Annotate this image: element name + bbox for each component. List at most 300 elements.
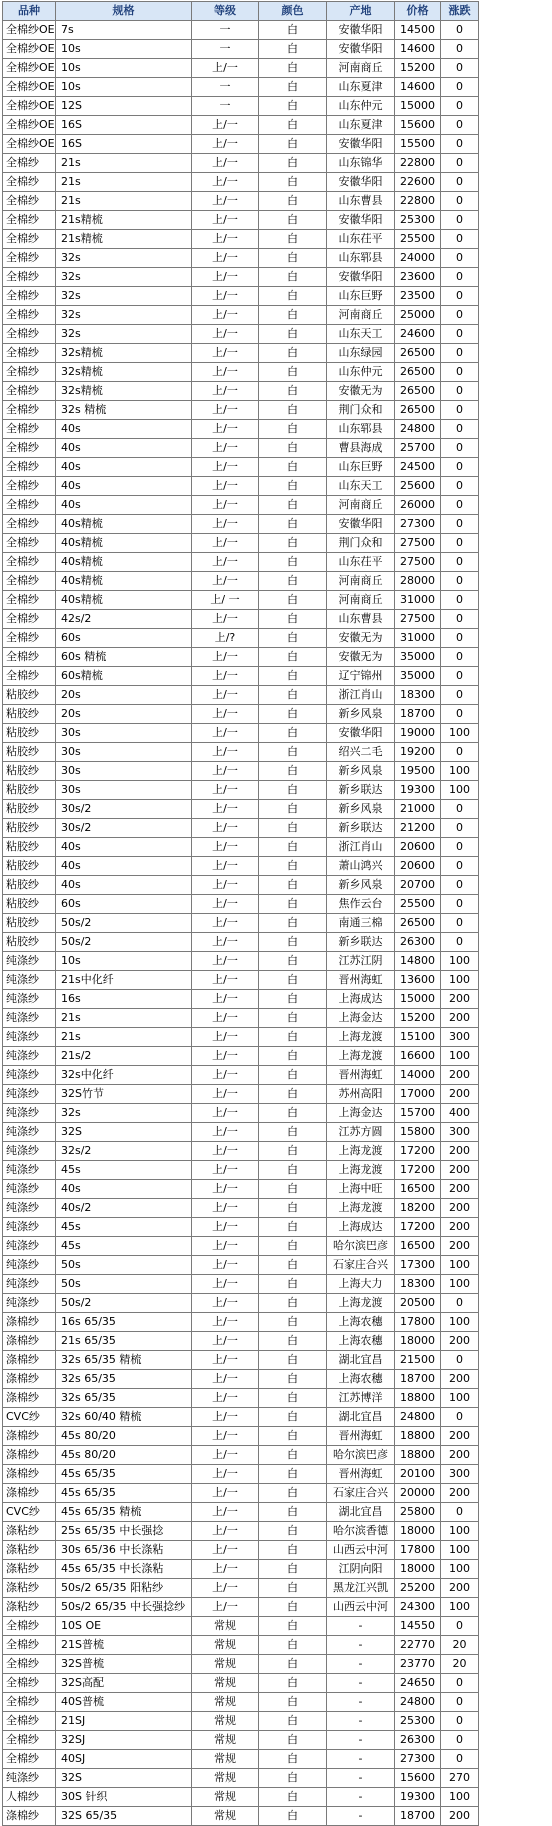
origin-cell: 上海龙渡 xyxy=(327,1142,395,1161)
table-row xyxy=(3,1408,479,1427)
grade-cell: 上/ 一 xyxy=(192,591,259,610)
variety-cell: 涤棉纱 xyxy=(3,1389,56,1408)
change-cell: 0 xyxy=(441,230,479,249)
color-cell: 白 xyxy=(259,1541,327,1560)
price-cell: 18800 xyxy=(395,1427,441,1446)
price-cell: 26500 xyxy=(395,382,441,401)
spec-cell: 30s/2 xyxy=(56,800,192,819)
table-row xyxy=(3,724,479,743)
price-cell: 22770 xyxy=(395,1636,441,1655)
variety-cell: 全棉纱 xyxy=(3,154,56,173)
price-cell: 20600 xyxy=(395,838,441,857)
variety-cell: 粘胶纱 xyxy=(3,762,56,781)
spec-cell: 30s xyxy=(56,724,192,743)
grade-cell: 常规 xyxy=(192,1788,259,1807)
change-cell: 100 xyxy=(441,1389,479,1408)
table-row xyxy=(3,306,479,325)
price-cell: 24800 xyxy=(395,420,441,439)
spec-cell: 32S竹节 xyxy=(56,1085,192,1104)
grade-cell: 上/一 xyxy=(192,534,259,553)
variety-cell: 全棉纱 xyxy=(3,439,56,458)
color-cell: 白 xyxy=(259,1750,327,1769)
change-cell: 200 xyxy=(441,990,479,1009)
price-cell: 24800 xyxy=(395,1408,441,1427)
origin-cell: 上海大力 xyxy=(327,1275,395,1294)
table-row xyxy=(3,515,479,534)
spec-cell: 32S普梳 xyxy=(56,1655,192,1674)
origin-cell: 湖北宜昌 xyxy=(327,1408,395,1427)
spec-cell: 50s/2 xyxy=(56,1294,192,1313)
color-cell: 白 xyxy=(259,268,327,287)
origin-cell: 上海农穗 xyxy=(327,1332,395,1351)
table-row xyxy=(3,135,479,154)
change-cell: 0 xyxy=(441,154,479,173)
spec-cell: 40s xyxy=(56,857,192,876)
grade-cell: 上/一 xyxy=(192,1370,259,1389)
change-cell: 200 xyxy=(441,1237,479,1256)
price-cell: 25800 xyxy=(395,1503,441,1522)
origin-cell: 江苏江阴 xyxy=(327,952,395,971)
change-cell: 0 xyxy=(441,515,479,534)
change-cell: 200 xyxy=(441,1161,479,1180)
price-cell: 26500 xyxy=(395,401,441,420)
spec-cell: 32S xyxy=(56,1123,192,1142)
origin-cell: 山东仲元 xyxy=(327,97,395,116)
variety-cell: 涤棉纱 xyxy=(3,1427,56,1446)
price-cell: 18800 xyxy=(395,1389,441,1408)
origin-cell: 曹县海成 xyxy=(327,439,395,458)
variety-cell: 全棉纱OE xyxy=(3,78,56,97)
color-cell: 白 xyxy=(259,1123,327,1142)
spec-cell: 32s 65/35 xyxy=(56,1389,192,1408)
price-cell: 21500 xyxy=(395,1351,441,1370)
origin-cell: 山西云中河 xyxy=(327,1541,395,1560)
price-cell: 21200 xyxy=(395,819,441,838)
table-row xyxy=(3,496,479,515)
price-cell: 24600 xyxy=(395,325,441,344)
change-cell: 0 xyxy=(441,135,479,154)
variety-cell: 全棉纱OE xyxy=(3,116,56,135)
variety-cell: 涤粘纱 xyxy=(3,1541,56,1560)
grade-cell: 上/一 xyxy=(192,116,259,135)
origin-cell: 上海龙渡 xyxy=(327,1047,395,1066)
variety-cell: 纯涤纱 xyxy=(3,952,56,971)
variety-cell: 全棉纱 xyxy=(3,420,56,439)
grade-cell: 上/一 xyxy=(192,1180,259,1199)
origin-cell: 新乡联达 xyxy=(327,933,395,952)
origin-cell: 山东茌平 xyxy=(327,230,395,249)
origin-cell: 安徽无为 xyxy=(327,648,395,667)
spec-cell: 40s xyxy=(56,838,192,857)
origin-cell: 安徽华阳 xyxy=(327,21,395,40)
grade-cell: 上/一 xyxy=(192,1484,259,1503)
table-row xyxy=(3,1579,479,1598)
price-cell: 19200 xyxy=(395,743,441,762)
origin-cell: 安徽华阳 xyxy=(327,40,395,59)
table-row xyxy=(3,1351,479,1370)
variety-cell: 全棉纱 xyxy=(3,325,56,344)
table-row xyxy=(3,268,479,287)
variety-cell: 全棉纱 xyxy=(3,401,56,420)
price-cell: 22800 xyxy=(395,192,441,211)
color-cell: 白 xyxy=(259,1636,327,1655)
grade-cell: 一 xyxy=(192,21,259,40)
grade-cell: 上/一 xyxy=(192,553,259,572)
spec-cell: 32s中化纤 xyxy=(56,1066,192,1085)
change-cell: 100 xyxy=(441,1560,479,1579)
variety-cell: 全棉纱 xyxy=(3,572,56,591)
change-cell: 0 xyxy=(441,591,479,610)
table-row xyxy=(3,439,479,458)
spec-cell: 45s 65/35 xyxy=(56,1484,192,1503)
color-cell: 白 xyxy=(259,1579,327,1598)
table-row xyxy=(3,477,479,496)
spec-cell: 60s精梳 xyxy=(56,667,192,686)
color-cell: 白 xyxy=(259,1484,327,1503)
origin-cell: - xyxy=(327,1750,395,1769)
table-body xyxy=(3,21,479,1826)
origin-cell: 焦作云台 xyxy=(327,895,395,914)
origin-cell: - xyxy=(327,1674,395,1693)
grade-cell: 上/一 xyxy=(192,1351,259,1370)
grade-cell: 上/一 xyxy=(192,762,259,781)
grade-cell: 一 xyxy=(192,40,259,59)
price-cell: 19000 xyxy=(395,724,441,743)
variety-cell: 纯涤纱 xyxy=(3,971,56,990)
price-cell: 27300 xyxy=(395,1750,441,1769)
price-cell: 23500 xyxy=(395,287,441,306)
table-row xyxy=(3,401,479,420)
spec-cell: 45s 80/20 xyxy=(56,1446,192,1465)
price-cell: 25300 xyxy=(395,211,441,230)
price-cell: 26000 xyxy=(395,496,441,515)
table-row xyxy=(3,59,479,78)
price-cell: 26500 xyxy=(395,914,441,933)
color-cell: 白 xyxy=(259,249,327,268)
spec-cell: 10s xyxy=(56,59,192,78)
table-row xyxy=(3,1389,479,1408)
price-cell: 17000 xyxy=(395,1085,441,1104)
spec-cell: 7s xyxy=(56,21,192,40)
change-cell: 0 xyxy=(441,458,479,477)
grade-cell: 上/一 xyxy=(192,344,259,363)
table-row xyxy=(3,876,479,895)
variety-cell: 纯涤纱 xyxy=(3,1256,56,1275)
origin-cell: 河南商丘 xyxy=(327,59,395,78)
grade-cell: 上/一 xyxy=(192,686,259,705)
color-cell: 白 xyxy=(259,192,327,211)
origin-cell: 上海成达 xyxy=(327,1218,395,1237)
spec-cell: 60s xyxy=(56,629,192,648)
grade-cell: 一 xyxy=(192,78,259,97)
grade-cell: 上/一 xyxy=(192,1199,259,1218)
origin-cell: 安徽无为 xyxy=(327,629,395,648)
color-cell: 白 xyxy=(259,1161,327,1180)
price-cell: 14600 xyxy=(395,78,441,97)
table-row xyxy=(3,1313,479,1332)
table-row xyxy=(3,1750,479,1769)
origin-cell: - xyxy=(327,1712,395,1731)
variety-cell: 全棉纱OE xyxy=(3,97,56,116)
change-cell: 400 xyxy=(441,1104,479,1123)
variety-cell: 粘胶纱 xyxy=(3,743,56,762)
spec-cell: 32s xyxy=(56,1104,192,1123)
table-row xyxy=(3,781,479,800)
spec-cell: 60s xyxy=(56,895,192,914)
grade-cell: 上/一 xyxy=(192,1427,259,1446)
origin-cell: 安徽华阳 xyxy=(327,515,395,534)
spec-cell: 21s/2 xyxy=(56,1047,192,1066)
spec-cell: 25s 65/35 中长强捻 xyxy=(56,1522,192,1541)
grade-cell: 上/一 xyxy=(192,819,259,838)
grade-cell: 一 xyxy=(192,97,259,116)
price-cell: 24650 xyxy=(395,1674,441,1693)
variety-cell: 全棉纱 xyxy=(3,553,56,572)
price-cell: 17200 xyxy=(395,1218,441,1237)
origin-cell: 辽宁锦州 xyxy=(327,667,395,686)
color-cell: 白 xyxy=(259,1085,327,1104)
origin-cell: 晋州海虹 xyxy=(327,1427,395,1446)
variety-cell: 纯涤纱 xyxy=(3,1769,56,1788)
grade-cell: 上/一 xyxy=(192,439,259,458)
spec-cell: 40s xyxy=(56,477,192,496)
header-color: 颜色 xyxy=(259,2,327,21)
spec-cell: 12S xyxy=(56,97,192,116)
price-cell: 15100 xyxy=(395,1028,441,1047)
origin-cell: 上海龙渡 xyxy=(327,1199,395,1218)
table-row xyxy=(3,382,479,401)
change-cell: 100 xyxy=(441,952,479,971)
change-cell: 200 xyxy=(441,1066,479,1085)
header-change: 涨跌 xyxy=(441,2,479,21)
spec-cell: 32s 65/35 xyxy=(56,1370,192,1389)
color-cell: 白 xyxy=(259,1788,327,1807)
color-cell: 白 xyxy=(259,306,327,325)
color-cell: 白 xyxy=(259,1009,327,1028)
price-cell: 15000 xyxy=(395,97,441,116)
color-cell: 白 xyxy=(259,667,327,686)
spec-cell: 30s xyxy=(56,781,192,800)
color-cell: 白 xyxy=(259,344,327,363)
spec-cell: 21s中化纤 xyxy=(56,971,192,990)
color-cell: 白 xyxy=(259,819,327,838)
grade-cell: 上/一 xyxy=(192,1503,259,1522)
spec-cell: 32s 精梳 xyxy=(56,401,192,420)
price-cell: 25500 xyxy=(395,230,441,249)
table-row xyxy=(3,1332,479,1351)
table-row xyxy=(3,1275,479,1294)
origin-cell: - xyxy=(327,1731,395,1750)
change-cell: 0 xyxy=(441,382,479,401)
table-row xyxy=(3,838,479,857)
variety-cell: 全棉纱 xyxy=(3,648,56,667)
change-cell: 100 xyxy=(441,1788,479,1807)
grade-cell: 上/一 xyxy=(192,1123,259,1142)
price-cell: 16500 xyxy=(395,1237,441,1256)
variety-cell: 纯涤纱 xyxy=(3,1275,56,1294)
change-cell: 200 xyxy=(441,1807,479,1826)
price-cell: 26500 xyxy=(395,344,441,363)
table-row xyxy=(3,78,479,97)
change-cell: 200 xyxy=(441,1427,479,1446)
color-cell: 白 xyxy=(259,1503,327,1522)
change-cell: 0 xyxy=(441,686,479,705)
grade-cell: 上/一 xyxy=(192,1579,259,1598)
origin-cell: 晋州海虹 xyxy=(327,1465,395,1484)
grade-cell: 上/一 xyxy=(192,1408,259,1427)
table-row xyxy=(3,534,479,553)
color-cell: 白 xyxy=(259,724,327,743)
origin-cell: - xyxy=(327,1655,395,1674)
spec-cell: 32s xyxy=(56,249,192,268)
spec-cell: 45s xyxy=(56,1237,192,1256)
table-row xyxy=(3,800,479,819)
table-row xyxy=(3,21,479,40)
color-cell: 白 xyxy=(259,1275,327,1294)
origin-cell: 山东巨野 xyxy=(327,458,395,477)
spec-cell: 32s精梳 xyxy=(56,363,192,382)
variety-cell: 涤棉纱 xyxy=(3,1807,56,1826)
variety-cell: 粘胶纱 xyxy=(3,838,56,857)
origin-cell: 山西云中河 xyxy=(327,1598,395,1617)
change-cell: 100 xyxy=(441,1541,479,1560)
price-cell: 15200 xyxy=(395,59,441,78)
color-cell: 白 xyxy=(259,1560,327,1579)
variety-cell: 全棉纱 xyxy=(3,211,56,230)
grade-cell: 上/一 xyxy=(192,781,259,800)
table-row xyxy=(3,1636,479,1655)
spec-cell: 32S xyxy=(56,1769,192,1788)
spec-cell: 21s xyxy=(56,154,192,173)
grade-cell: 上/一 xyxy=(192,401,259,420)
origin-cell: - xyxy=(327,1769,395,1788)
origin-cell: 荆门众和 xyxy=(327,534,395,553)
origin-cell: 山东曹县 xyxy=(327,192,395,211)
color-cell: 白 xyxy=(259,97,327,116)
change-cell: 200 xyxy=(441,1199,479,1218)
spec-cell: 30s 65/36 中长涤粘 xyxy=(56,1541,192,1560)
variety-cell: 粘胶纱 xyxy=(3,724,56,743)
color-cell: 白 xyxy=(259,1256,327,1275)
price-cell: 19300 xyxy=(395,781,441,800)
origin-cell: 哈尔滨巴彦 xyxy=(327,1237,395,1256)
price-cell: 22600 xyxy=(395,173,441,192)
change-cell: 0 xyxy=(441,420,479,439)
price-cell: 20100 xyxy=(395,1465,441,1484)
spec-cell: 45s 80/20 xyxy=(56,1427,192,1446)
variety-cell: 涤粘纱 xyxy=(3,1560,56,1579)
variety-cell: 全棉纱 xyxy=(3,1674,56,1693)
origin-cell: 河南商丘 xyxy=(327,496,395,515)
price-cell: 26500 xyxy=(395,363,441,382)
origin-cell: 上海农穗 xyxy=(327,1313,395,1332)
price-cell: 18000 xyxy=(395,1560,441,1579)
grade-cell: 上/一 xyxy=(192,59,259,78)
grade-cell: 上/一 xyxy=(192,154,259,173)
table-row xyxy=(3,1617,479,1636)
price-cell: 15500 xyxy=(395,135,441,154)
color-cell: 白 xyxy=(259,1180,327,1199)
spec-cell: 21s精梳 xyxy=(56,211,192,230)
variety-cell: 纯涤纱 xyxy=(3,1142,56,1161)
variety-cell: 粘胶纱 xyxy=(3,933,56,952)
change-cell: 100 xyxy=(441,1522,479,1541)
variety-cell: 粘胶纱 xyxy=(3,686,56,705)
table-row xyxy=(3,743,479,762)
variety-cell: 涤粘纱 xyxy=(3,1598,56,1617)
grade-cell: 上/一 xyxy=(192,1465,259,1484)
color-cell: 白 xyxy=(259,933,327,952)
variety-cell: 全棉纱 xyxy=(3,515,56,534)
origin-cell: - xyxy=(327,1807,395,1826)
change-cell: 0 xyxy=(441,1408,479,1427)
grade-cell: 上/一 xyxy=(192,1313,259,1332)
table-row xyxy=(3,1123,479,1142)
origin-cell: 上海金达 xyxy=(327,1104,395,1123)
variety-cell: 全棉纱 xyxy=(3,1617,56,1636)
change-cell: 0 xyxy=(441,705,479,724)
grade-cell: 上/一 xyxy=(192,1104,259,1123)
spec-cell: 40s精梳 xyxy=(56,553,192,572)
table-row xyxy=(3,572,479,591)
spec-cell: 16S xyxy=(56,116,192,135)
color-cell: 白 xyxy=(259,401,327,420)
change-cell: 0 xyxy=(441,857,479,876)
color-cell: 白 xyxy=(259,1693,327,1712)
origin-cell: 山东郓县 xyxy=(327,249,395,268)
color-cell: 白 xyxy=(259,135,327,154)
variety-cell: 全棉纱 xyxy=(3,268,56,287)
spec-cell: 45s xyxy=(56,1218,192,1237)
variety-cell: 纯涤纱 xyxy=(3,1009,56,1028)
color-cell: 白 xyxy=(259,1370,327,1389)
table-row xyxy=(3,990,479,1009)
price-cell: 25700 xyxy=(395,439,441,458)
table-row xyxy=(3,1712,479,1731)
table-row xyxy=(3,1541,479,1560)
price-cell: 17800 xyxy=(395,1313,441,1332)
change-cell: 0 xyxy=(441,211,479,230)
grade-cell: 上/一 xyxy=(192,135,259,154)
color-cell: 白 xyxy=(259,876,327,895)
variety-cell: 粘胶纱 xyxy=(3,781,56,800)
color-cell: 白 xyxy=(259,800,327,819)
change-cell: 0 xyxy=(441,1750,479,1769)
price-cell: 19300 xyxy=(395,1788,441,1807)
origin-cell: 安徽华阳 xyxy=(327,211,395,230)
change-cell: 0 xyxy=(441,1294,479,1313)
grade-cell: 上/一 xyxy=(192,1256,259,1275)
variety-cell: 全棉纱 xyxy=(3,477,56,496)
color-cell: 白 xyxy=(259,78,327,97)
color-cell: 白 xyxy=(259,1465,327,1484)
change-cell: 200 xyxy=(441,1446,479,1465)
change-cell: 0 xyxy=(441,1731,479,1750)
table-row xyxy=(3,1047,479,1066)
spec-cell: 21SJ xyxy=(56,1712,192,1731)
color-cell: 白 xyxy=(259,762,327,781)
grade-cell: 上/一 xyxy=(192,895,259,914)
grade-cell: 上/一 xyxy=(192,268,259,287)
table-row xyxy=(3,230,479,249)
table-row xyxy=(3,667,479,686)
table-row xyxy=(3,1085,479,1104)
variety-cell: 纯涤纱 xyxy=(3,1218,56,1237)
change-cell: 0 xyxy=(441,1674,479,1693)
spec-cell: 32s xyxy=(56,306,192,325)
color-cell: 白 xyxy=(259,21,327,40)
variety-cell: 全棉纱OE xyxy=(3,40,56,59)
